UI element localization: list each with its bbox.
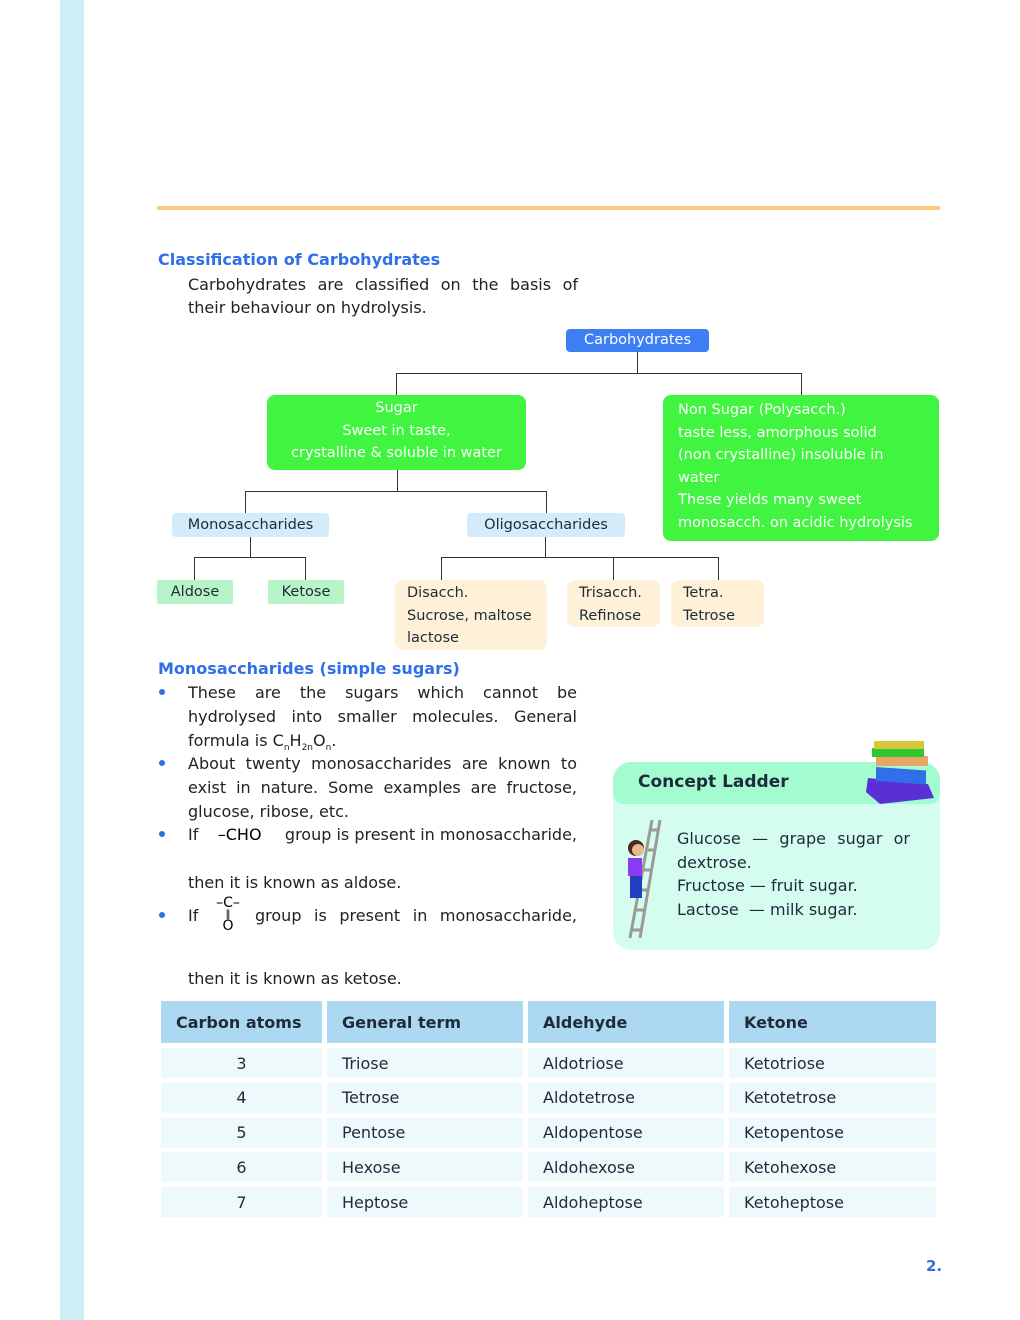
formula-text: H	[289, 731, 302, 750]
header-rule	[157, 206, 940, 210]
connector	[245, 491, 547, 492]
table-cell: Pentose	[327, 1118, 523, 1148]
node-ketose: Ketose	[268, 580, 344, 604]
node-oligosaccharides: Oligosaccharides	[467, 513, 625, 537]
connector	[245, 491, 246, 513]
table-cell: Hexose	[327, 1152, 523, 1182]
concept-line: Glucose — grape sugar or	[677, 829, 910, 848]
carbonyl-group	[209, 896, 247, 934]
table-header-cell: General term	[327, 1001, 523, 1043]
table-cell: Aldotriose	[528, 1048, 724, 1078]
sugar-line: Sugar	[375, 400, 418, 416]
connector	[613, 557, 614, 580]
node-aldose: Aldose	[157, 580, 233, 604]
sugar-line: Sweet in taste,	[342, 422, 451, 439]
books-icon	[862, 740, 938, 806]
section-heading: Classification of Carbohydrates	[158, 250, 441, 269]
table-cell: Aldoheptose	[528, 1187, 724, 1217]
ladder-girl-icon	[622, 818, 664, 942]
table-cell: Ketoheptose	[729, 1187, 936, 1217]
table-cell: Aldopentose	[528, 1118, 724, 1148]
connector	[545, 537, 546, 557]
bullet-word: If	[188, 825, 199, 844]
connector	[397, 470, 398, 491]
sugar-line: crystalline & soluble in water	[291, 445, 502, 461]
table-cell: Ketohexose	[729, 1152, 936, 1182]
intro-line: Carbohydrates are classified on the basis of	[188, 275, 578, 294]
concept-line: Fructose — fruit sugar.	[677, 876, 858, 896]
bullet-text: exist in nature. Some examples are fructose,	[188, 778, 577, 797]
trisacch-line: Refinose	[579, 607, 642, 624]
cho-group: –CHO	[217, 825, 262, 844]
table-cell: Ketopentose	[729, 1118, 936, 1148]
table-cell: Triose	[327, 1048, 523, 1078]
table-cell: Aldotetrose	[528, 1083, 724, 1113]
non-sugar-line: Non Sugar (Polysacch.)	[678, 402, 846, 418]
table-cell: 3	[161, 1048, 322, 1078]
node-trisaccharides	[567, 580, 660, 627]
node-non-sugar	[663, 395, 939, 541]
margin-strip	[60, 0, 84, 1320]
table-cell: Ketotriose	[729, 1048, 936, 1078]
non-sugar-line: water	[678, 469, 720, 486]
concept-line: Lactose — milk sugar.	[677, 900, 858, 920]
bullet-word: group is present in monosaccharide,	[284, 825, 577, 844]
bullet-text: hydrolysed into smaller molecules. General	[188, 707, 577, 726]
node-tetrasaccharides	[671, 580, 764, 627]
bullet-text: group is present in monosaccharide,	[255, 906, 577, 925]
bullet-icon	[159, 912, 165, 918]
formula-sub: 2n	[301, 743, 314, 754]
connector	[305, 557, 306, 580]
page-number: 2.	[926, 1257, 943, 1275]
bullet-text	[188, 823, 577, 846]
carbonyl-o: O	[222, 918, 234, 934]
connector	[441, 557, 719, 558]
concept-line: dextrose.	[677, 852, 752, 872]
bullet-text: About twenty monosaccharides are known to	[188, 754, 577, 773]
tetra-line: Tetra.	[683, 585, 724, 601]
bullet-text: then it is known as aldose.	[188, 873, 402, 892]
table-cell: Heptose	[327, 1187, 523, 1217]
formula-text: O	[313, 731, 326, 750]
connector	[718, 557, 719, 580]
non-sugar-line: These yields many sweet	[678, 492, 862, 508]
connector	[396, 373, 802, 374]
non-sugar-line: monosacch. on acidic hydrolysis	[678, 514, 913, 531]
connector	[396, 373, 397, 395]
concept-ladder-text	[677, 827, 910, 922]
table-cell: Ketotetrose	[729, 1083, 936, 1113]
disacch-line: Disacch.	[407, 585, 469, 601]
disacch-line: lactose	[407, 630, 459, 646]
connector	[194, 557, 306, 558]
non-sugar-line: taste less, amorphous solid	[678, 424, 877, 441]
table-cell: 6	[161, 1152, 322, 1182]
bullet-word: If	[188, 906, 199, 925]
table-header-cell: Carbon atoms	[161, 1001, 322, 1043]
node-sugar	[267, 395, 526, 470]
double-bond: ‖	[225, 909, 231, 920]
table-header-cell: Ketone	[729, 1001, 936, 1043]
bullet-icon	[159, 689, 165, 695]
table-header-cell: Aldehyde	[528, 1001, 724, 1043]
node-carbohydrates: Carbohydrates	[566, 329, 709, 352]
table-cell: 7	[161, 1187, 322, 1217]
connector	[250, 537, 251, 557]
intro-line: their behaviour on hydrolysis.	[188, 298, 427, 317]
formula-text: .	[331, 731, 337, 750]
node-disaccharides	[395, 580, 547, 650]
bullet-icon	[159, 760, 165, 766]
non-sugar-line: (non crystalline) insoluble in	[678, 447, 884, 463]
tetra-line: Tetrose	[683, 607, 735, 624]
formula-sub: n	[325, 743, 332, 754]
formula-sub: n	[283, 743, 290, 754]
bullet-text: These are the sugars which cannot be	[188, 683, 577, 702]
carbonyl-c: –C–	[216, 895, 240, 911]
bullet-icon	[159, 831, 165, 837]
table-cell: Tetrose	[327, 1083, 523, 1113]
table-cell: 4	[161, 1083, 322, 1113]
node-monosaccharides: Monosaccharides	[172, 513, 329, 537]
connector	[441, 557, 442, 580]
section-heading: Monosaccharides (simple sugars)	[158, 659, 460, 678]
bullet-text: glucose, ribose, etc.	[188, 802, 349, 821]
concept-ladder-title: Concept Ladder	[638, 772, 789, 792]
connector	[637, 352, 638, 373]
table-cell: Aldohexose	[528, 1152, 724, 1182]
connector	[801, 373, 802, 395]
formula-text: formula is C	[188, 731, 284, 750]
connector	[194, 557, 195, 580]
trisacch-line: Trisacch.	[579, 585, 642, 601]
disacch-line: Sucrose, maltose	[407, 607, 532, 624]
connector	[546, 491, 547, 513]
bullet-text: then it is known as ketose.	[188, 969, 402, 988]
table-cell: 5	[161, 1118, 322, 1148]
